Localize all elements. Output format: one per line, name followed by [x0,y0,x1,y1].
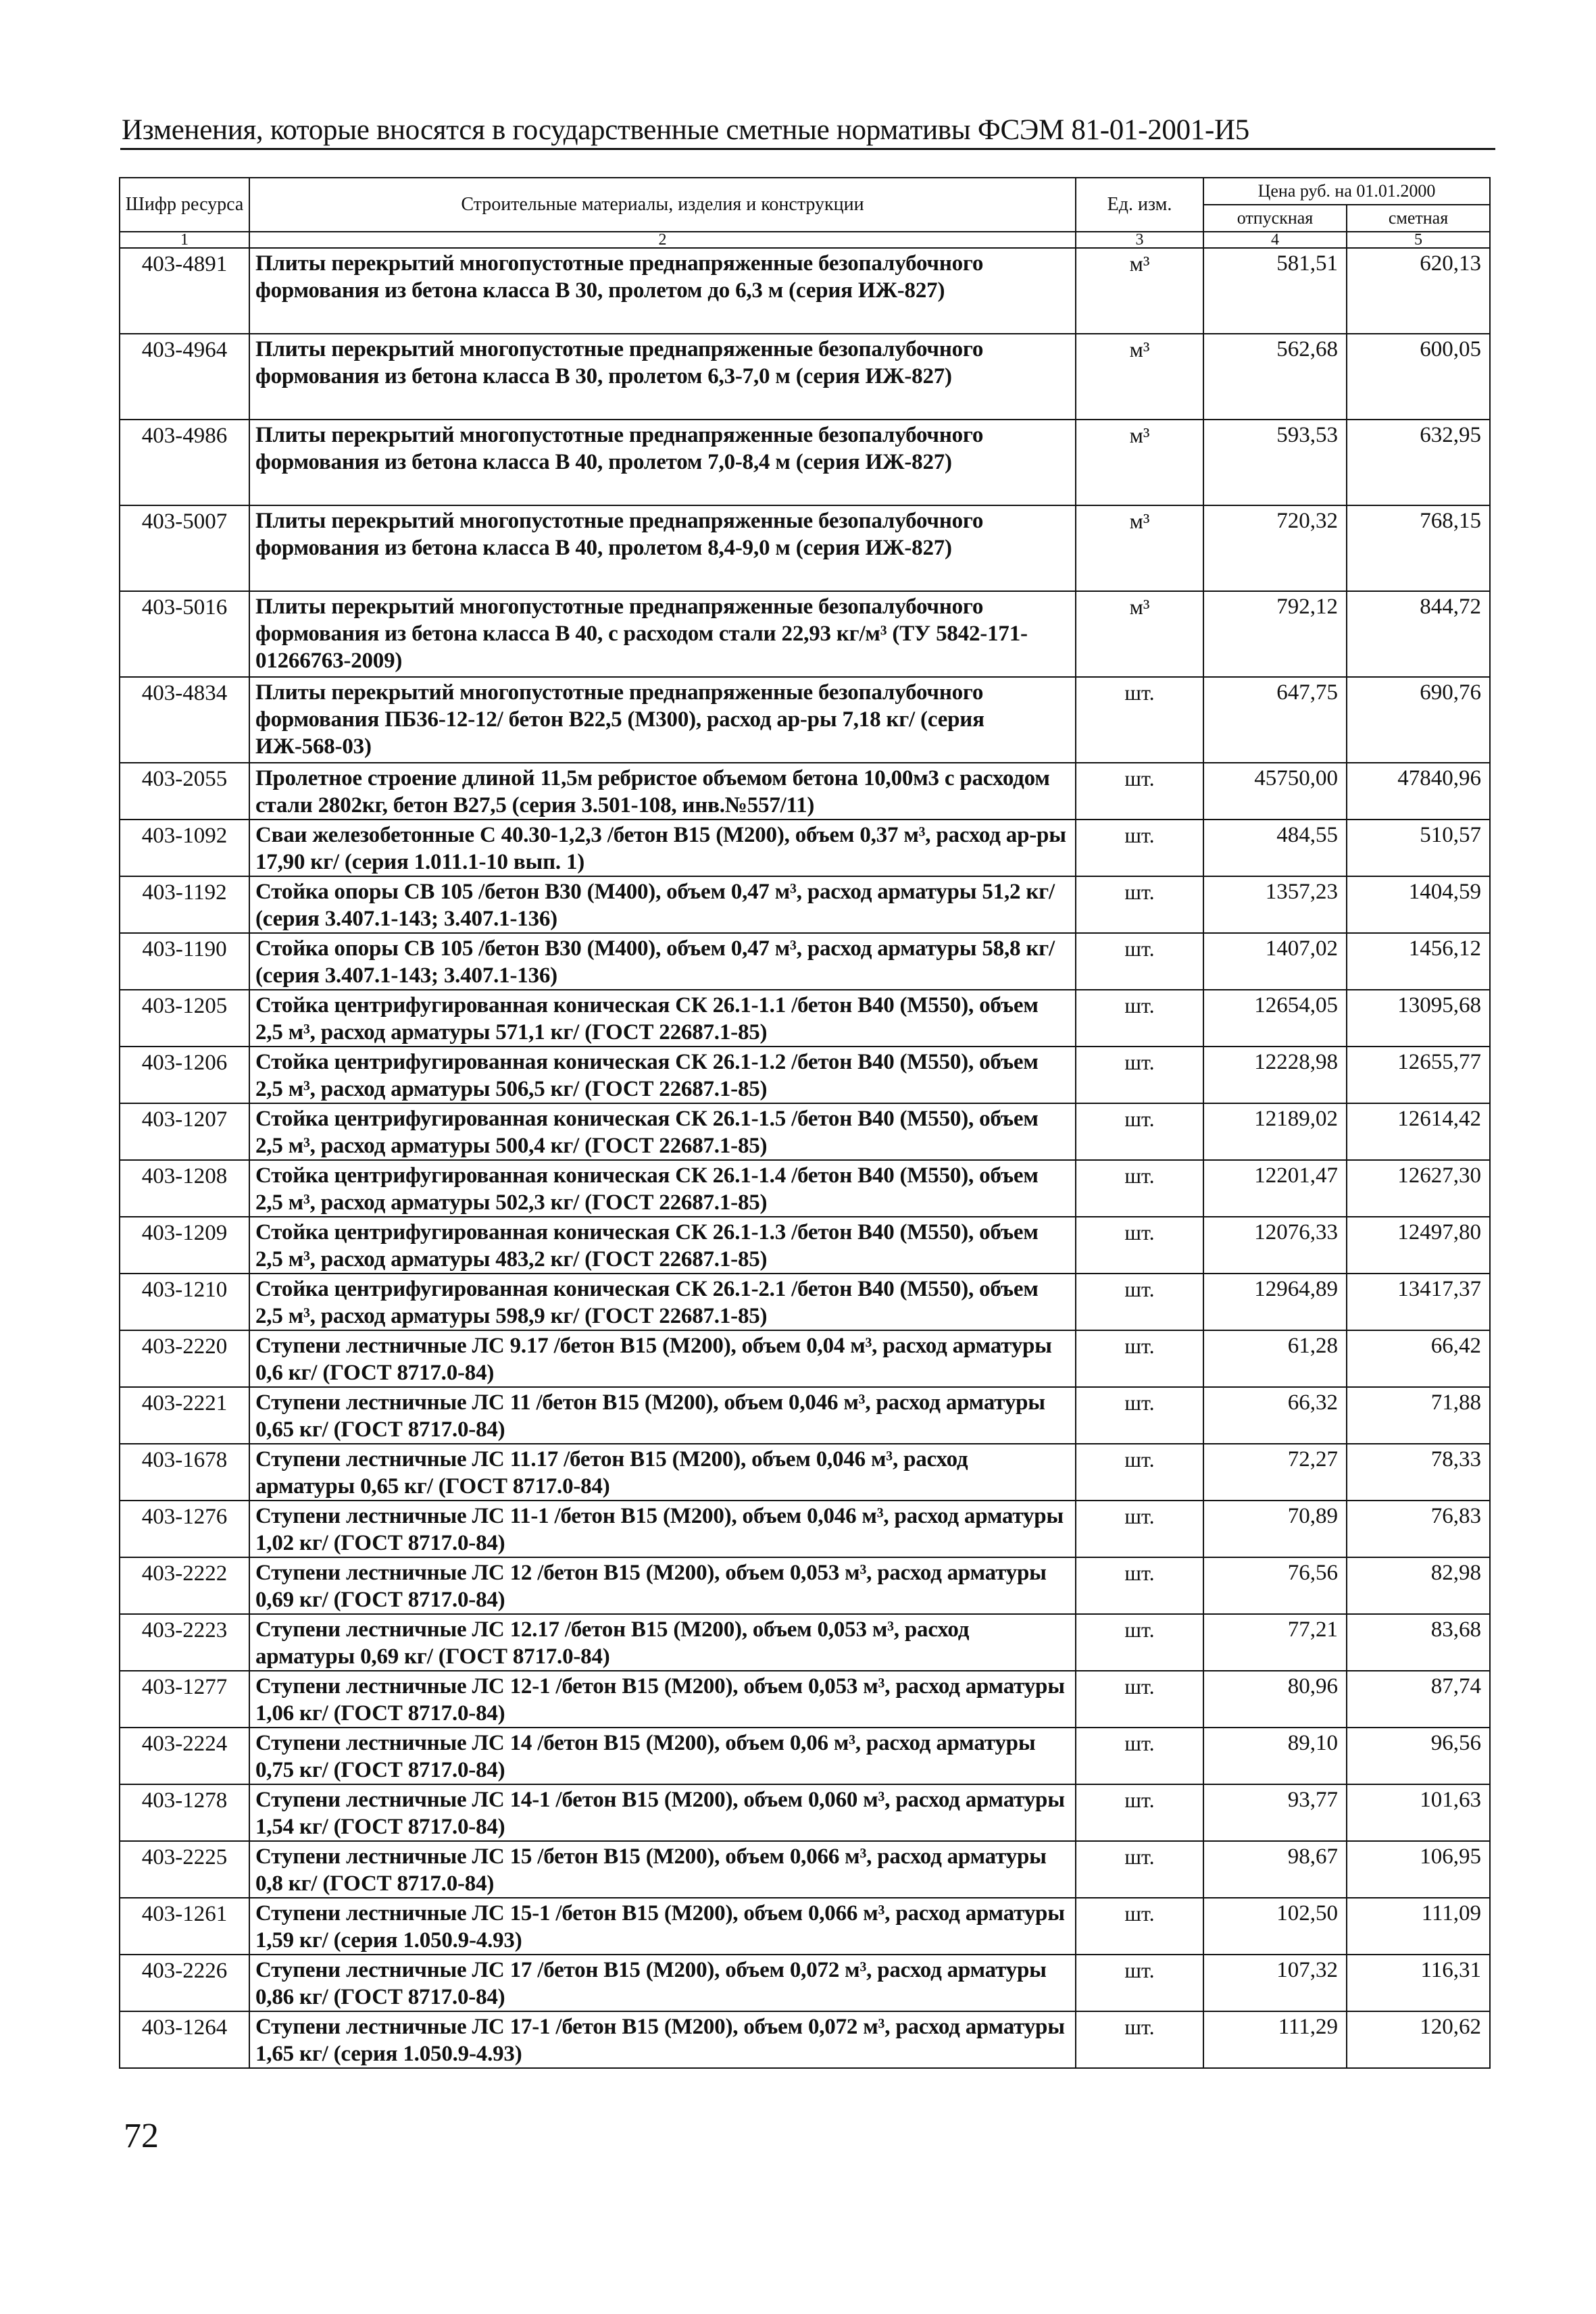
material-name: Ступени лестничные ЛС 14-1 /бетон В15 (М200), объем 0,060 м³, расход арматуры 1,54 кг/ (ГОСТ 8717.0-84) [249,1784,1076,1841]
release-price: 93,77 [1203,1784,1347,1841]
estimate-price: 620,13 [1347,248,1490,334]
page-header: Изменения, которые вносятся в государственные сметные нормативы ФСЭМ 81-01-2001-И5 [122,114,1249,146]
unit-of-measure: шт. [1076,1557,1203,1614]
table-row [120,420,1490,505]
material-name: Ступени лестничные ЛС 17 /бетон В15 (М200), объем 0,072 м³, расход арматуры 0,86 кг/ (ГОСТ 8717.0-84) [249,1955,1076,2011]
release-price: 98,67 [1203,1841,1347,1898]
table-row [120,1784,1490,1841]
estimate-price: 768,15 [1347,505,1490,591]
release-price: 792,12 [1203,591,1347,677]
unit-of-measure: шт. [1076,1103,1203,1160]
estimate-price: 1404,59 [1347,876,1490,933]
table-row [120,677,1490,763]
header-rule [120,148,1495,150]
resource-code: 403-1092 [120,820,249,876]
material-name: Стойка центрифугированная коническая СК 26.1-1.5 /бетон В40 (М550), объем 2,5 м³, расход арматуры 500,4 кг/ (ГОСТ 22687.1-85) [249,1103,1076,1160]
estimate-price: 690,76 [1347,677,1490,763]
estimate-price: 12655,77 [1347,1047,1490,1103]
resource-code: 403-5016 [120,591,249,677]
resource-code: 403-2225 [120,1841,249,1898]
material-name: Стойка центрифугированная коническая СК 26.1-1.1 /бетон В40 (М550), объем 2,5 м³, расход арматуры 571,1 кг/ (ГОСТ 22687.1-85) [249,990,1076,1047]
table-row [120,876,1490,933]
table-row [120,1217,1490,1274]
column-header-release-price: отпускная [1203,205,1347,232]
column-header-estimate-price: сметная [1347,205,1490,232]
column-number: 2 [249,232,1076,248]
material-name: Пролетное строение длиной 11,5м ребристое объемом бетона 10,00м3 с расходом стали 2802кг, бетон В27,5 (серия 3.501-108, инв.№557/11) [249,763,1076,820]
resource-code: 403-2226 [120,1955,249,2011]
material-name: Ступени лестничные ЛС 12-1 /бетон В15 (М200), объем 0,053 м³, расход арматуры 1,06 кг/ (ГОСТ 8717.0-84) [249,1671,1076,1728]
estimate-price: 12627,30 [1347,1160,1490,1217]
unit-of-measure: м³ [1076,591,1203,677]
table-row [120,1955,1490,2011]
material-name: Стойка центрифугированная коническая СК 26.1-1.4 /бетон В40 (М550), объем 2,5 м³, расход арматуры 502,3 кг/ (ГОСТ 22687.1-85) [249,1160,1076,1217]
estimate-price: 632,95 [1347,420,1490,505]
material-name: Стойка центрифугированная коническая СК 26.1-1.3 /бетон В40 (М550), объем 2,5 м³, расход арматуры 483,2 кг/ (ГОСТ 22687.1-85) [249,1217,1076,1274]
page-number: 72 [124,2117,159,2155]
resource-code: 403-1192 [120,876,249,933]
estimate-price: 600,05 [1347,334,1490,420]
release-price: 562,68 [1203,334,1347,420]
table-row [120,1614,1490,1671]
unit-of-measure: шт. [1076,1841,1203,1898]
release-price: 593,53 [1203,420,1347,505]
material-name: Плиты перекрытий многопустотные преднапряженные безопалубочного формования из бетона класса В 40, пролетом 8,4-9,0 м (серия ИЖ-827) [249,505,1076,591]
resource-code: 403-1190 [120,933,249,990]
table-row [120,591,1490,677]
table-row [120,1160,1490,1217]
estimate-price: 106,95 [1347,1841,1490,1898]
resource-code: 403-1678 [120,1444,249,1501]
table-row [120,1898,1490,1955]
estimate-price: 12497,80 [1347,1217,1490,1274]
estimate-price: 82,98 [1347,1557,1490,1614]
estimate-price: 47840,96 [1347,763,1490,820]
estimate-price: 66,42 [1347,1330,1490,1387]
unit-of-measure: м³ [1076,334,1203,420]
resource-code: 403-1264 [120,2011,249,2068]
release-price: 61,28 [1203,1330,1347,1387]
unit-of-measure: шт. [1076,1501,1203,1557]
unit-of-measure: шт. [1076,820,1203,876]
material-name: Ступени лестничные ЛС 17-1 /бетон В15 (М200), объем 0,072 м³, расход арматуры 1,65 кг/ (серия 1.050.9-4.93) [249,2011,1076,2068]
release-price: 66,32 [1203,1387,1347,1444]
material-name: Ступени лестничные ЛС 14 /бетон В15 (М200), объем 0,06 м³, расход арматуры 0,75 кг/ (ГОСТ 8717.0-84) [249,1728,1076,1784]
unit-of-measure: м³ [1076,505,1203,591]
table-row [120,248,1490,334]
table-row [120,1501,1490,1557]
resource-code: 403-2055 [120,763,249,820]
resource-code: 403-4834 [120,677,249,763]
estimate-price: 13095,68 [1347,990,1490,1047]
release-price: 45750,00 [1203,763,1347,820]
resource-code: 403-4986 [120,420,249,505]
unit-of-measure: шт. [1076,1387,1203,1444]
release-price: 720,32 [1203,505,1347,591]
release-price: 484,55 [1203,820,1347,876]
material-name: Ступени лестничные ЛС 12 /бетон В15 (М200), объем 0,053 м³, расход арматуры 0,69 кг/ (ГОСТ 8717.0-84) [249,1557,1076,1614]
release-price: 12201,47 [1203,1160,1347,1217]
material-name: Ступени лестничные ЛС 15-1 /бетон В15 (М200), объем 0,066 м³, расход арматуры 1,59 кг/ (серия 1.050.9-4.93) [249,1898,1076,1955]
resource-code: 403-1208 [120,1160,249,1217]
unit-of-measure: м³ [1076,248,1203,334]
unit-of-measure: шт. [1076,677,1203,763]
resource-code: 403-1278 [120,1784,249,1841]
material-name: Плиты перекрытий многопустотные преднапряженные безопалубочного формования из бетона класса В 30, пролетом 6,3-7,0 м (серия ИЖ-827) [249,334,1076,420]
resource-code: 403-1276 [120,1501,249,1557]
resource-code: 403-1210 [120,1274,249,1330]
unit-of-measure: шт. [1076,1898,1203,1955]
price-table [119,177,1491,2069]
estimate-price: 78,33 [1347,1444,1490,1501]
release-price: 1357,23 [1203,876,1347,933]
release-price: 647,75 [1203,677,1347,763]
column-number: 1 [120,232,249,248]
release-price: 581,51 [1203,248,1347,334]
material-name: Плиты перекрытий многопустотные преднапряженные безопалубочного формования из бетона класса В 40, с расходом стали 22,93 кг/м³ (ТУ 5842-171-01266763-2009) [249,591,1076,677]
material-name: Ступени лестничные ЛС 9.17 /бетон В15 (М200), объем 0,04 м³, расход арматуры 0,6 кг/ (ГОСТ 8717.0-84) [249,1330,1076,1387]
table-row [120,990,1490,1047]
resource-code: 403-2224 [120,1728,249,1784]
resource-code: 403-1277 [120,1671,249,1728]
material-name: Ступени лестничные ЛС 11-1 /бетон В15 (М200), объем 0,046 м³, расход арматуры 1,02 кг/ (ГОСТ 8717.0-84) [249,1501,1076,1557]
unit-of-measure: шт. [1076,1330,1203,1387]
estimate-price: 510,57 [1347,820,1490,876]
unit-of-measure: шт. [1076,1784,1203,1841]
unit-of-measure: шт. [1076,933,1203,990]
unit-of-measure: шт. [1076,1274,1203,1330]
release-price: 70,89 [1203,1501,1347,1557]
table-row [120,334,1490,420]
unit-of-measure: шт. [1076,1444,1203,1501]
resource-code: 403-1206 [120,1047,249,1103]
material-name: Плиты перекрытий многопустотные преднапряженные безопалубочного формования ПБ36-12-12/ бетон В22,5 (М300), расход ар-ры 7,18 кг/ (серия ИЖ-568-03) [249,677,1076,763]
unit-of-measure: шт. [1076,763,1203,820]
table-row [120,1330,1490,1387]
resource-code: 403-4891 [120,248,249,334]
table-row [120,820,1490,876]
estimate-price: 101,63 [1347,1784,1490,1841]
column-number: 5 [1347,232,1490,248]
material-name: Стойка центрифугированная коническая СК 26.1-2.1 /бетон В40 (М550), объем 2,5 м³, расход арматуры 598,9 кг/ (ГОСТ 22687.1-85) [249,1274,1076,1330]
column-number: 4 [1203,232,1347,248]
material-name: Плиты перекрытий многопустотные преднапряженные безопалубочного формования из бетона класса В 40, пролетом 7,0-8,4 м (серия ИЖ-827) [249,420,1076,505]
release-price: 89,10 [1203,1728,1347,1784]
table-row [120,1841,1490,1898]
release-price: 12654,05 [1203,990,1347,1047]
table-row [120,1444,1490,1501]
table-row [120,1557,1490,1614]
resource-code: 403-1207 [120,1103,249,1160]
column-number: 3 [1076,232,1203,248]
table-row [120,1047,1490,1103]
table-row [120,933,1490,990]
resource-code: 403-2220 [120,1330,249,1387]
unit-of-measure: м³ [1076,420,1203,505]
estimate-price: 13417,37 [1347,1274,1490,1330]
material-name: Ступени лестничные ЛС 12.17 /бетон В15 (М200), объем 0,053 м³, расход арматуры 0,69 кг/ (ГОСТ 8717.0-84) [249,1614,1076,1671]
resource-code: 403-1205 [120,990,249,1047]
table-row [120,1274,1490,1330]
table-row [120,2011,1490,2068]
column-number-row [120,232,1490,248]
unit-of-measure: шт. [1076,1955,1203,2011]
release-price: 102,50 [1203,1898,1347,1955]
material-name: Сваи железобетонные С 40.30-1,2,3 /бетон В15 (М200), объем 0,37 м³, расход ар-ры 17,90 кг/ (серия 1.011.1-10 вып. 1) [249,820,1076,876]
resource-code: 403-4964 [120,334,249,420]
release-price: 111,29 [1203,2011,1347,2068]
release-price: 77,21 [1203,1614,1347,1671]
material-name: Ступени лестничные ЛС 15 /бетон В15 (М200), объем 0,066 м³, расход арматуры 0,8 кг/ (ГОСТ 8717.0-84) [249,1841,1076,1898]
material-name: Плиты перекрытий многопустотные преднапряженные безопалубочного формования из бетона класса В 30, пролетом до 6,3 м (серия ИЖ-827) [249,248,1076,334]
release-price: 76,56 [1203,1557,1347,1614]
table-row [120,763,1490,820]
estimate-price: 71,88 [1347,1387,1490,1444]
table-row [120,1103,1490,1160]
unit-of-measure: шт. [1076,1047,1203,1103]
material-name: Ступени лестничные ЛС 11.17 /бетон В15 (М200), объем 0,046 м³, расход арматуры 0,65 кг/ (ГОСТ 8717.0-84) [249,1444,1076,1501]
estimate-price: 844,72 [1347,591,1490,677]
estimate-price: 83,68 [1347,1614,1490,1671]
unit-of-measure: шт. [1076,1728,1203,1784]
table-row [120,1387,1490,1444]
estimate-price: 12614,42 [1347,1103,1490,1160]
release-price: 12964,89 [1203,1274,1347,1330]
resource-code: 403-2223 [120,1614,249,1671]
release-price: 80,96 [1203,1671,1347,1728]
estimate-price: 1456,12 [1347,933,1490,990]
release-price: 12189,02 [1203,1103,1347,1160]
column-header-code: Шифр ресурса [120,178,249,232]
table-row [120,505,1490,591]
material-name: Ступени лестничные ЛС 11 /бетон В15 (М200), объем 0,046 м³, расход арматуры 0,65 кг/ (ГОСТ 8717.0-84) [249,1387,1076,1444]
material-name: Стойка центрифугированная коническая СК 26.1-1.2 /бетон В40 (М550), объем 2,5 м³, расход арматуры 506,5 кг/ (ГОСТ 22687.1-85) [249,1047,1076,1103]
resource-code: 403-2222 [120,1557,249,1614]
release-price: 72,27 [1203,1444,1347,1501]
unit-of-measure: шт. [1076,876,1203,933]
resource-code: 403-2221 [120,1387,249,1444]
material-name: Стойка опоры СВ 105 /бетон В30 (М400), объем 0,47 м³, расход арматуры 51,2 кг/ (серия 3.407.1-143; 3.407.1-136) [249,876,1076,933]
estimate-price: 116,31 [1347,1955,1490,2011]
material-name: Стойка опоры СВ 105 /бетон В30 (М400), объем 0,47 м³, расход арматуры 58,8 кг/ (серия 3.407.1-143; 3.407.1-136) [249,933,1076,990]
table-row [120,1671,1490,1728]
unit-of-measure: шт. [1076,1217,1203,1274]
unit-of-measure: шт. [1076,990,1203,1047]
estimate-price: 87,74 [1347,1671,1490,1728]
column-header-price-group: Цена руб. на 01.01.2000 [1203,178,1490,205]
release-price: 1407,02 [1203,933,1347,990]
estimate-price: 120,62 [1347,2011,1490,2068]
release-price: 12076,33 [1203,1217,1347,1274]
table-row [120,1728,1490,1784]
resource-code: 403-1209 [120,1217,249,1274]
release-price: 12228,98 [1203,1047,1347,1103]
resource-code: 403-1261 [120,1898,249,1955]
unit-of-measure: шт. [1076,1160,1203,1217]
column-header-unit: Ед. изм. [1076,178,1203,232]
unit-of-measure: шт. [1076,1671,1203,1728]
estimate-price: 76,83 [1347,1501,1490,1557]
release-price: 107,32 [1203,1955,1347,2011]
estimate-price: 96,56 [1347,1728,1490,1784]
column-header-name: Строительные материалы, изделия и конструкции [249,178,1076,232]
unit-of-measure: шт. [1076,2011,1203,2068]
unit-of-measure: шт. [1076,1614,1203,1671]
estimate-price: 111,09 [1347,1898,1490,1955]
resource-code: 403-5007 [120,505,249,591]
